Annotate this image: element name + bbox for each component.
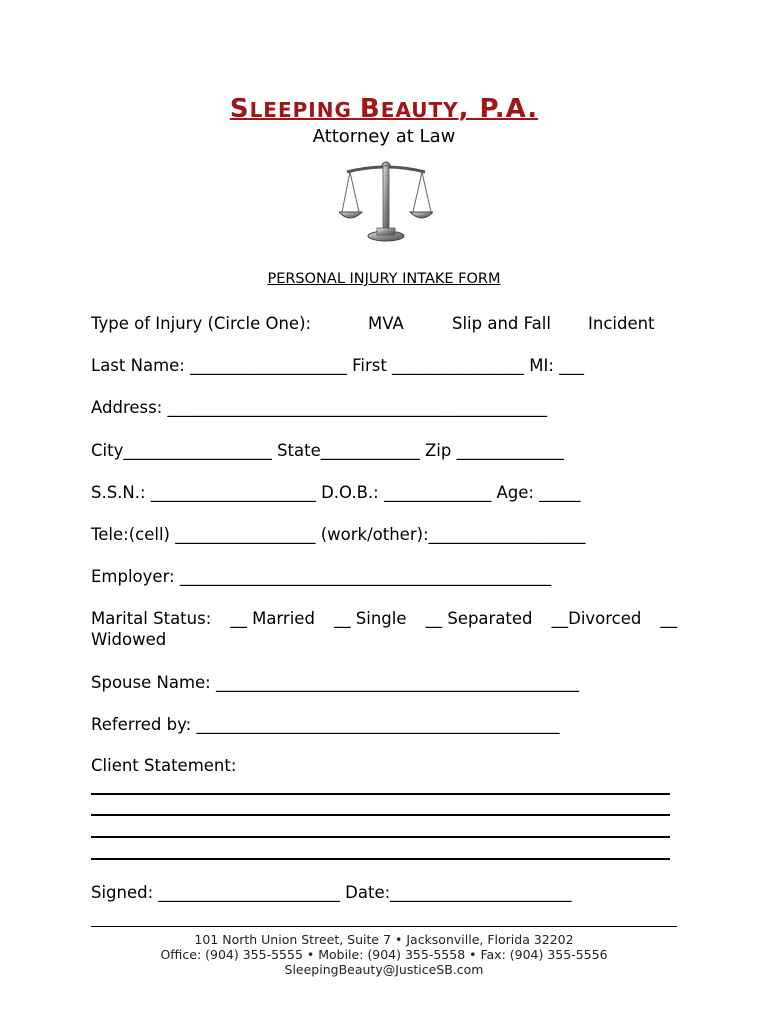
name-field-line[interactable]: Last Name: ___________________ First ________________ MI: ___ xyxy=(91,356,584,375)
injury-type-label: Type of Injury (Circle One): xyxy=(91,314,312,333)
spouse-name-field-line[interactable]: Spouse Name: ____________________________________________ xyxy=(91,673,579,692)
client-statement-line-3[interactable] xyxy=(91,836,670,838)
marital-option-widowed[interactable]: Widowed xyxy=(91,630,167,649)
employer-field-line[interactable]: Employer: _____________________________________________ xyxy=(91,567,552,586)
marital-option-divorced[interactable]: __Divorced xyxy=(551,609,642,628)
client-statement-label: Client Statement: xyxy=(91,756,237,775)
footer-phones: Office: (904) 355-5555 • Mobile: (904) 355-5558 • Fax: (904) 355-5556 xyxy=(160,947,608,962)
telephone-field-line[interactable]: Tele:(cell) _________________ (work/other):___________________ xyxy=(91,525,586,544)
client-statement-line-2[interactable] xyxy=(91,814,670,816)
firm-name: SLEEPING BEAUTY, P.A. xyxy=(229,94,539,124)
injury-option-mva[interactable]: MVA xyxy=(368,314,404,333)
form-title: PERSONAL INJURY INTAKE FORM xyxy=(267,271,501,287)
scales-of-justice-icon xyxy=(339,152,433,244)
signature-date-field-line[interactable]: Signed: ______________________ Date:______________________ xyxy=(91,883,572,902)
marital-option-single[interactable]: __ Single xyxy=(334,609,407,628)
marital-option-widowed-blank[interactable]: __ xyxy=(660,609,677,628)
injury-option-incident[interactable]: Incident xyxy=(588,314,655,333)
ssn-dob-age-field-line[interactable]: S.S.N.: ____________________ D.O.B.: _____________ Age: _____ xyxy=(91,483,581,502)
firm-subtitle: Attorney at Law xyxy=(312,126,456,147)
city-state-zip-field-line[interactable]: City__________________ State____________ Zip _____________ xyxy=(91,441,564,460)
address-field-line[interactable]: Address: ______________________________________________ xyxy=(91,398,548,417)
injury-option-slip-and-fall[interactable]: Slip and Fall xyxy=(452,314,551,333)
client-statement-line-1[interactable] xyxy=(91,793,670,795)
marital-option-married[interactable]: __ Married xyxy=(230,609,315,628)
marital-status-field xyxy=(91,608,677,650)
footer-address: 101 North Union Street, Suite 7 • Jacksonville, Florida 32202 xyxy=(194,932,574,947)
client-statement-line-4[interactable] xyxy=(91,858,670,860)
marital-status-label: Marital Status: xyxy=(91,609,212,628)
footer-email: SleepingBeauty@JusticeSB.com xyxy=(284,962,484,977)
footer-divider xyxy=(91,926,677,927)
marital-option-separated[interactable]: __ Separated xyxy=(425,609,533,628)
referred-by-field-line[interactable]: Referred by: ____________________________________________ xyxy=(91,715,560,734)
